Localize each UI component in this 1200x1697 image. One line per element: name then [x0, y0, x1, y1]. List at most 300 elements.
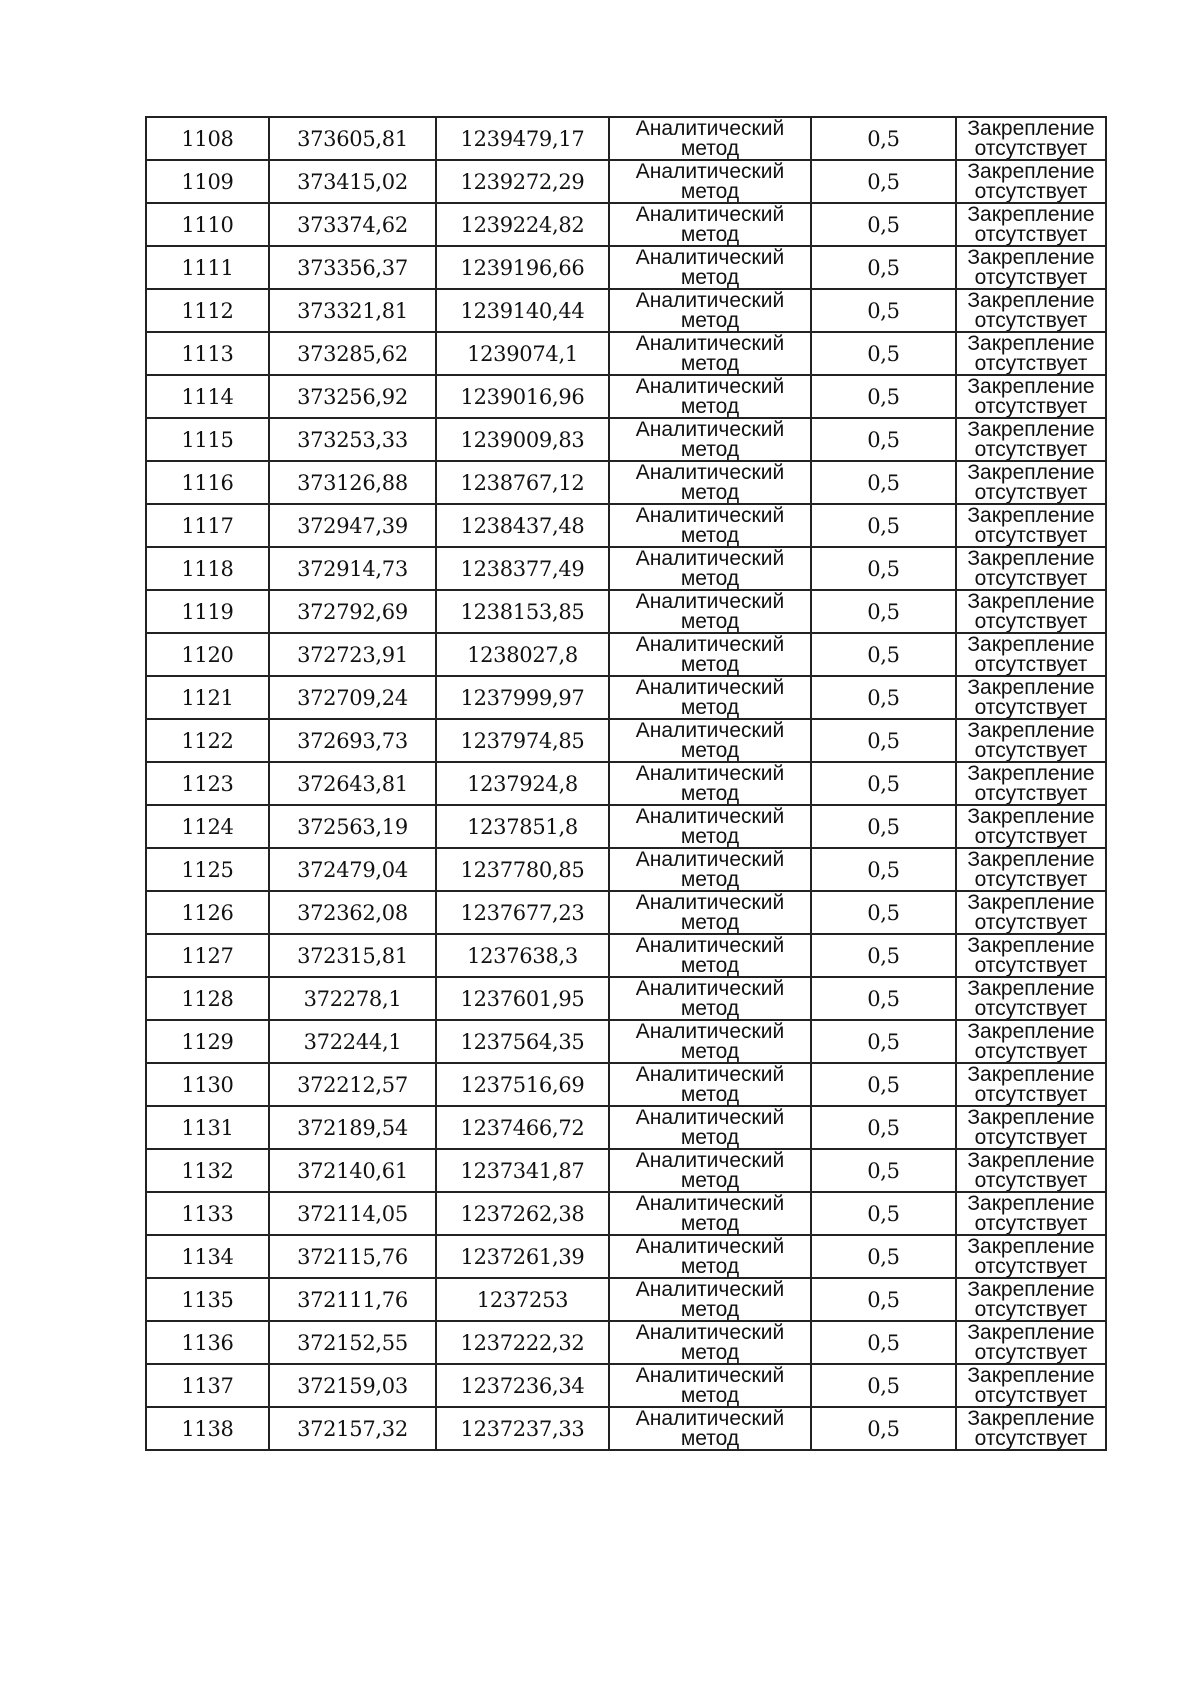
method-cell-line-2: метод — [680, 739, 740, 762]
fixation-cell-line-1: Закрепление — [967, 1020, 1095, 1043]
fixation-cell — [956, 246, 1106, 289]
x-coordinate-cell: 372315,81 — [269, 934, 436, 977]
accuracy-cell: 0,5 — [811, 1278, 956, 1321]
method-cell — [609, 934, 811, 977]
point-number-cell: 1111 — [146, 246, 269, 289]
x-coordinate-cell: 372152,55 — [269, 1321, 436, 1364]
fixation-cell — [956, 203, 1106, 246]
fixation-cell — [956, 1321, 1106, 1364]
method-cell-line-1: Аналитический — [635, 762, 785, 785]
coordinates-table — [145, 116, 1107, 1451]
point-number-cell: 1124 — [146, 805, 269, 848]
fixation-cell — [956, 289, 1106, 332]
method-cell-line-2: метод — [680, 180, 740, 203]
method-cell-line-1: Аналитический — [635, 246, 785, 269]
fixation-cell-line-2: отсутствует — [974, 438, 1088, 461]
y-coordinate-cell: 1237466,72 — [436, 1106, 609, 1149]
method-cell — [609, 461, 811, 504]
accuracy-cell: 0,5 — [811, 590, 956, 633]
fixation-cell-line-2: отсутствует — [974, 739, 1088, 762]
fixation-cell — [956, 805, 1106, 848]
fixation-cell-line-1: Закрепление — [967, 891, 1095, 914]
accuracy-cell: 0,5 — [811, 1407, 956, 1450]
y-coordinate-cell: 1239196,66 — [436, 246, 609, 289]
method-cell-line-2: метод — [680, 137, 740, 160]
method-cell — [609, 805, 811, 848]
x-coordinate-cell: 372189,54 — [269, 1106, 436, 1149]
y-coordinate-cell: 1237974,85 — [436, 719, 609, 762]
method-cell-line-2: метод — [680, 309, 740, 332]
x-coordinate-cell: 372140,61 — [269, 1149, 436, 1192]
y-coordinate-cell: 1239272,29 — [436, 160, 609, 203]
table-row — [146, 1235, 1106, 1278]
method-cell — [609, 891, 811, 934]
fixation-cell-line-1: Закрепление — [967, 1106, 1095, 1129]
point-number-cell: 1127 — [146, 934, 269, 977]
method-cell — [609, 332, 811, 375]
method-cell-line-1: Аналитический — [635, 1321, 785, 1344]
point-number-cell: 1115 — [146, 418, 269, 461]
accuracy-cell: 0,5 — [811, 547, 956, 590]
table-row — [146, 1063, 1106, 1106]
accuracy-cell: 0,5 — [811, 160, 956, 203]
method-cell-line-2: метод — [680, 567, 740, 590]
table-row — [146, 676, 1106, 719]
fixation-cell — [956, 1364, 1106, 1407]
y-coordinate-cell: 1238027,8 — [436, 633, 609, 676]
y-coordinate-cell: 1237237,33 — [436, 1407, 609, 1450]
method-cell — [609, 977, 811, 1020]
fixation-cell-line-2: отсутствует — [974, 1298, 1088, 1321]
point-number-cell: 1129 — [146, 1020, 269, 1063]
table-row — [146, 633, 1106, 676]
x-coordinate-cell: 373374,62 — [269, 203, 436, 246]
x-coordinate-cell: 372643,81 — [269, 762, 436, 805]
accuracy-cell: 0,5 — [811, 977, 956, 1020]
fixation-cell-line-2: отсутствует — [974, 825, 1088, 848]
y-coordinate-cell: 1237999,97 — [436, 676, 609, 719]
fixation-cell-line-1: Закрепление — [967, 375, 1095, 398]
fixation-cell-line-1: Закрепление — [967, 1235, 1095, 1258]
method-cell-line-2: метод — [680, 610, 740, 633]
table-row — [146, 461, 1106, 504]
method-cell-line-1: Аналитический — [635, 848, 785, 871]
fixation-cell-line-1: Закрепление — [967, 461, 1095, 484]
fixation-cell-line-2: отсутствует — [974, 997, 1088, 1020]
fixation-cell-line-1: Закрепление — [967, 246, 1095, 269]
method-cell-line-2: метод — [680, 696, 740, 719]
method-cell — [609, 1235, 811, 1278]
method-cell-line-2: метод — [680, 868, 740, 891]
fixation-cell-line-1: Закрепление — [967, 719, 1095, 742]
fixation-cell — [956, 1149, 1106, 1192]
method-cell-line-2: метод — [680, 1040, 740, 1063]
y-coordinate-cell: 1237261,39 — [436, 1235, 609, 1278]
coordinates-table-body — [146, 117, 1106, 1450]
fixation-cell-line-2: отсутствует — [974, 1341, 1088, 1364]
accuracy-cell: 0,5 — [811, 203, 956, 246]
x-coordinate-cell: 373605,81 — [269, 117, 436, 160]
method-cell-line-1: Аналитический — [635, 891, 785, 914]
fixation-cell-line-1: Закрепление — [967, 805, 1095, 828]
point-number-cell: 1113 — [146, 332, 269, 375]
point-number-cell: 1136 — [146, 1321, 269, 1364]
fixation-cell-line-1: Закрепление — [967, 762, 1095, 785]
point-number-cell: 1132 — [146, 1149, 269, 1192]
method-cell-line-2: метод — [680, 1427, 740, 1450]
fixation-cell-line-1: Закрепление — [967, 160, 1095, 183]
method-cell-line-1: Аналитический — [635, 203, 785, 226]
point-number-cell: 1110 — [146, 203, 269, 246]
x-coordinate-cell: 373256,92 — [269, 375, 436, 418]
table-row — [146, 332, 1106, 375]
fixation-cell-line-2: отсутствует — [974, 1126, 1088, 1149]
table-row — [146, 762, 1106, 805]
table-row — [146, 977, 1106, 1020]
fixation-cell-line-2: отсутствует — [974, 524, 1088, 547]
accuracy-cell: 0,5 — [811, 1106, 956, 1149]
table-row — [146, 934, 1106, 977]
method-cell — [609, 1278, 811, 1321]
method-cell-line-1: Аналитический — [635, 1407, 785, 1430]
fixation-cell — [956, 117, 1106, 160]
fixation-cell-line-2: отсутствует — [974, 481, 1088, 504]
fixation-cell — [956, 676, 1106, 719]
fixation-cell-line-2: отсутствует — [974, 395, 1088, 418]
point-number-cell: 1135 — [146, 1278, 269, 1321]
fixation-cell-line-1: Закрепление — [967, 633, 1095, 656]
y-coordinate-cell: 1237638,3 — [436, 934, 609, 977]
method-cell-line-2: метод — [680, 825, 740, 848]
method-cell-line-2: метод — [680, 954, 740, 977]
fixation-cell-line-2: отсутствует — [974, 696, 1088, 719]
accuracy-cell: 0,5 — [811, 1020, 956, 1063]
method-cell-line-1: Аналитический — [635, 1020, 785, 1043]
method-cell-line-2: метод — [680, 223, 740, 246]
method-cell — [609, 590, 811, 633]
point-number-cell: 1130 — [146, 1063, 269, 1106]
table-row — [146, 289, 1106, 332]
method-cell-line-2: метод — [680, 911, 740, 934]
accuracy-cell: 0,5 — [811, 1192, 956, 1235]
accuracy-cell: 0,5 — [811, 805, 956, 848]
y-coordinate-cell: 1237601,95 — [436, 977, 609, 1020]
y-coordinate-cell: 1238377,49 — [436, 547, 609, 590]
fixation-cell-line-2: отсутствует — [974, 868, 1088, 891]
y-coordinate-cell: 1239009,83 — [436, 418, 609, 461]
fixation-cell — [956, 504, 1106, 547]
fixation-cell — [956, 160, 1106, 203]
y-coordinate-cell: 1237222,32 — [436, 1321, 609, 1364]
point-number-cell: 1134 — [146, 1235, 269, 1278]
accuracy-cell: 0,5 — [811, 1364, 956, 1407]
y-coordinate-cell: 1237851,8 — [436, 805, 609, 848]
fixation-cell — [956, 1020, 1106, 1063]
fixation-cell — [956, 719, 1106, 762]
x-coordinate-cell: 373253,33 — [269, 418, 436, 461]
accuracy-cell: 0,5 — [811, 719, 956, 762]
method-cell-line-1: Аналитический — [635, 719, 785, 742]
table-row — [146, 547, 1106, 590]
point-number-cell: 1114 — [146, 375, 269, 418]
method-cell-line-1: Аналитический — [635, 977, 785, 1000]
x-coordinate-cell: 372212,57 — [269, 1063, 436, 1106]
method-cell-line-1: Аналитический — [635, 375, 785, 398]
method-cell — [609, 1020, 811, 1063]
fixation-cell — [956, 633, 1106, 676]
fixation-cell — [956, 977, 1106, 1020]
point-number-cell: 1138 — [146, 1407, 269, 1450]
method-cell-line-2: метод — [680, 1384, 740, 1407]
method-cell — [609, 375, 811, 418]
method-cell-line-1: Аналитический — [635, 805, 785, 828]
y-coordinate-cell: 1239140,44 — [436, 289, 609, 332]
x-coordinate-cell: 373356,37 — [269, 246, 436, 289]
x-coordinate-cell: 372362,08 — [269, 891, 436, 934]
y-coordinate-cell: 1237780,85 — [436, 848, 609, 891]
point-number-cell: 1125 — [146, 848, 269, 891]
method-cell-line-1: Аналитический — [635, 289, 785, 312]
fixation-cell-line-2: отсутствует — [974, 223, 1088, 246]
method-cell — [609, 1149, 811, 1192]
accuracy-cell: 0,5 — [811, 418, 956, 461]
fixation-cell-line-1: Закрепление — [967, 1149, 1095, 1172]
fixation-cell-line-1: Закрепление — [967, 676, 1095, 699]
point-number-cell: 1126 — [146, 891, 269, 934]
fixation-cell-line-1: Закрепление — [967, 117, 1095, 140]
y-coordinate-cell: 1237677,23 — [436, 891, 609, 934]
method-cell — [609, 1407, 811, 1450]
x-coordinate-cell: 372111,76 — [269, 1278, 436, 1321]
point-number-cell: 1109 — [146, 160, 269, 203]
fixation-cell-line-2: отсутствует — [974, 1040, 1088, 1063]
x-coordinate-cell: 372914,73 — [269, 547, 436, 590]
fixation-cell — [956, 762, 1106, 805]
method-cell — [609, 633, 811, 676]
point-number-cell: 1133 — [146, 1192, 269, 1235]
method-cell-line-1: Аналитический — [635, 547, 785, 570]
y-coordinate-cell: 1238153,85 — [436, 590, 609, 633]
table-row — [146, 891, 1106, 934]
fixation-cell-line-1: Закрепление — [967, 590, 1095, 613]
method-cell-line-1: Аналитический — [635, 117, 785, 140]
table-row — [146, 1149, 1106, 1192]
method-cell-line-2: метод — [680, 1212, 740, 1235]
fixation-cell-line-2: отсутствует — [974, 266, 1088, 289]
accuracy-cell: 0,5 — [811, 461, 956, 504]
x-coordinate-cell: 373415,02 — [269, 160, 436, 203]
method-cell — [609, 762, 811, 805]
fixation-cell-line-1: Закрепление — [967, 203, 1095, 226]
fixation-cell — [956, 461, 1106, 504]
table-row — [146, 1106, 1106, 1149]
method-cell-line-2: метод — [680, 352, 740, 375]
point-number-cell: 1122 — [146, 719, 269, 762]
accuracy-cell: 0,5 — [811, 848, 956, 891]
accuracy-cell: 0,5 — [811, 676, 956, 719]
method-cell-line-2: метод — [680, 1341, 740, 1364]
x-coordinate-cell: 372792,69 — [269, 590, 436, 633]
method-cell-line-1: Аналитический — [635, 934, 785, 957]
y-coordinate-cell: 1239479,17 — [436, 117, 609, 160]
fixation-cell-line-2: отсутствует — [974, 137, 1088, 160]
table-row — [146, 1407, 1106, 1450]
method-cell-line-1: Аналитический — [635, 1278, 785, 1301]
method-cell — [609, 1106, 811, 1149]
method-cell-line-1: Аналитический — [635, 590, 785, 613]
point-number-cell: 1117 — [146, 504, 269, 547]
method-cell — [609, 848, 811, 891]
method-cell — [609, 203, 811, 246]
fixation-cell-line-2: отсутствует — [974, 610, 1088, 633]
method-cell-line-2: метод — [680, 997, 740, 1020]
method-cell-line-2: метод — [680, 524, 740, 547]
fixation-cell — [956, 418, 1106, 461]
accuracy-cell: 0,5 — [811, 1235, 956, 1278]
method-cell-line-1: Аналитический — [635, 676, 785, 699]
accuracy-cell: 0,5 — [811, 332, 956, 375]
method-cell — [609, 117, 811, 160]
method-cell-line-2: метод — [680, 438, 740, 461]
x-coordinate-cell: 372723,91 — [269, 633, 436, 676]
method-cell-line-2: метод — [680, 782, 740, 805]
table-row — [146, 1278, 1106, 1321]
y-coordinate-cell: 1238437,48 — [436, 504, 609, 547]
table-row — [146, 1020, 1106, 1063]
fixation-cell-line-2: отсутствует — [974, 911, 1088, 934]
fixation-cell-line-1: Закрепление — [967, 1407, 1095, 1430]
fixation-cell — [956, 1407, 1106, 1450]
method-cell-line-1: Аналитический — [635, 160, 785, 183]
fixation-cell-line-2: отсутствует — [974, 1384, 1088, 1407]
y-coordinate-cell: 1237516,69 — [436, 1063, 609, 1106]
x-coordinate-cell: 373321,81 — [269, 289, 436, 332]
method-cell-line-1: Аналитический — [635, 461, 785, 484]
table-row — [146, 1364, 1106, 1407]
accuracy-cell: 0,5 — [811, 504, 956, 547]
x-coordinate-cell: 372157,32 — [269, 1407, 436, 1450]
method-cell — [609, 1321, 811, 1364]
method-cell-line-1: Аналитический — [635, 1235, 785, 1258]
fixation-cell-line-1: Закрепление — [967, 934, 1095, 957]
y-coordinate-cell: 1237253 — [436, 1278, 609, 1321]
point-number-cell: 1137 — [146, 1364, 269, 1407]
method-cell-line-1: Аналитический — [635, 1364, 785, 1387]
y-coordinate-cell: 1238767,12 — [436, 461, 609, 504]
x-coordinate-cell: 373126,88 — [269, 461, 436, 504]
table-row — [146, 418, 1106, 461]
y-coordinate-cell: 1237564,35 — [436, 1020, 609, 1063]
accuracy-cell: 0,5 — [811, 117, 956, 160]
method-cell — [609, 246, 811, 289]
point-number-cell: 1116 — [146, 461, 269, 504]
accuracy-cell: 0,5 — [811, 246, 956, 289]
method-cell-line-2: метод — [680, 481, 740, 504]
method-cell — [609, 418, 811, 461]
method-cell-line-2: метод — [680, 395, 740, 418]
fixation-cell — [956, 1106, 1106, 1149]
accuracy-cell: 0,5 — [811, 1149, 956, 1192]
method-cell — [609, 504, 811, 547]
x-coordinate-cell: 372114,05 — [269, 1192, 436, 1235]
x-coordinate-cell: 372947,39 — [269, 504, 436, 547]
method-cell-line-1: Аналитический — [635, 332, 785, 355]
fixation-cell-line-2: отсутствует — [974, 653, 1088, 676]
y-coordinate-cell: 1237236,34 — [436, 1364, 609, 1407]
x-coordinate-cell: 373285,62 — [269, 332, 436, 375]
method-cell-line-2: метод — [680, 266, 740, 289]
table-row — [146, 848, 1106, 891]
x-coordinate-cell: 372709,24 — [269, 676, 436, 719]
method-cell-line-1: Аналитический — [635, 1192, 785, 1215]
point-number-cell: 1112 — [146, 289, 269, 332]
method-cell — [609, 1192, 811, 1235]
point-number-cell: 1121 — [146, 676, 269, 719]
accuracy-cell: 0,5 — [811, 289, 956, 332]
method-cell-line-2: метод — [680, 1169, 740, 1192]
fixation-cell — [956, 848, 1106, 891]
method-cell-line-1: Аналитический — [635, 1063, 785, 1086]
y-coordinate-cell: 1237262,38 — [436, 1192, 609, 1235]
method-cell — [609, 547, 811, 590]
accuracy-cell: 0,5 — [811, 1321, 956, 1364]
method-cell — [609, 719, 811, 762]
y-coordinate-cell: 1239224,82 — [436, 203, 609, 246]
fixation-cell-line-2: отсутствует — [974, 1083, 1088, 1106]
point-number-cell: 1131 — [146, 1106, 269, 1149]
fixation-cell-line-1: Закрепление — [967, 547, 1095, 570]
fixation-cell-line-2: отсутствует — [974, 1212, 1088, 1235]
method-cell-line-1: Аналитический — [635, 1149, 785, 1172]
fixation-cell-line-2: отсутствует — [974, 782, 1088, 805]
method-cell-line-1: Аналитический — [635, 1106, 785, 1129]
fixation-cell-line-2: отсутствует — [974, 567, 1088, 590]
method-cell-line-2: метод — [680, 1255, 740, 1278]
fixation-cell-line-2: отсутствует — [974, 309, 1088, 332]
fixation-cell-line-1: Закрепление — [967, 289, 1095, 312]
y-coordinate-cell: 1239074,1 — [436, 332, 609, 375]
point-number-cell: 1120 — [146, 633, 269, 676]
table-row — [146, 590, 1106, 633]
fixation-cell-line-1: Закрепление — [967, 504, 1095, 527]
fixation-cell — [956, 1235, 1106, 1278]
method-cell — [609, 1063, 811, 1106]
fixation-cell-line-1: Закрепление — [967, 1063, 1095, 1086]
table-row — [146, 117, 1106, 160]
fixation-cell — [956, 590, 1106, 633]
fixation-cell-line-1: Закрепление — [967, 418, 1095, 441]
method-cell-line-1: Аналитический — [635, 633, 785, 656]
fixation-cell-line-2: отсутствует — [974, 180, 1088, 203]
fixation-cell-line-1: Закрепление — [967, 977, 1095, 1000]
fixation-cell-line-2: отсутствует — [974, 1255, 1088, 1278]
table-row — [146, 246, 1106, 289]
fixation-cell — [956, 934, 1106, 977]
x-coordinate-cell: 372115,76 — [269, 1235, 436, 1278]
accuracy-cell: 0,5 — [811, 762, 956, 805]
fixation-cell — [956, 1278, 1106, 1321]
accuracy-cell: 0,5 — [811, 633, 956, 676]
table-row — [146, 805, 1106, 848]
point-number-cell: 1118 — [146, 547, 269, 590]
method-cell — [609, 676, 811, 719]
method-cell-line-1: Аналитический — [635, 418, 785, 441]
point-number-cell: 1123 — [146, 762, 269, 805]
fixation-cell-line-1: Закрепление — [967, 1192, 1095, 1215]
accuracy-cell: 0,5 — [811, 375, 956, 418]
point-number-cell: 1128 — [146, 977, 269, 1020]
fixation-cell-line-1: Закрепление — [967, 848, 1095, 871]
